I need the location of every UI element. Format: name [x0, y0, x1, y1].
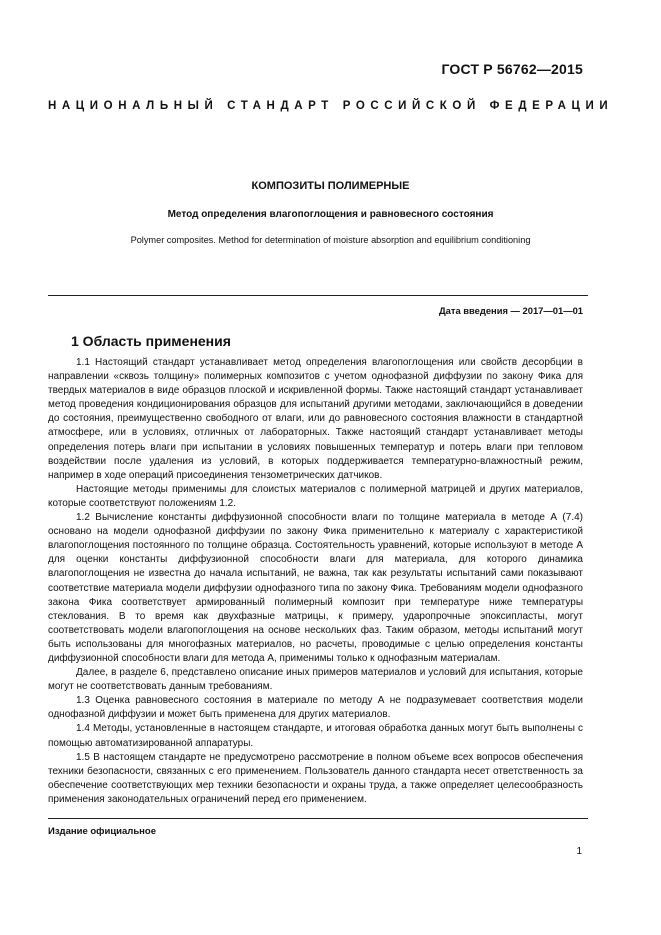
- document-subtitle: Метод определения влагопоглощения и равновесного состояния: [167, 209, 494, 220]
- introduction-date: Дата введения — 2017—01—01: [438, 305, 583, 316]
- document-title: КОМПОЗИТЫ ПОЛИМЕРНЫЕ: [251, 180, 410, 192]
- paragraph-1-2: 1.2 Вычисление константы диффузионной способности влаги по толщине материала в методе А (7.4) основано на модели однофазной диффузии по закону Фика применительно к материалу с характеристикой влагопоглощения постоянного по толщине образца. Состоятельность уравнений, которые используют в методе А для оценки константы диффузионной способности влаги для материала, для которого динамика влагопоглощения не известна до начала испытаний, не важна, так как результаты испытаний сами показывают соответствие материала модели диффузии однофазного типа по закону Фика. Требованиям модели однофазного закона Фика соответствует армированный полимерный композит при температуре ниже температуры стеклования. В то время как двухфазные матрицы, к примеру, ударопрочные эпоксипласты, могут соответствовать модели влагопоглощения на основе нескольких фаз. Таким образом, методы испытаний могут быть использованы для многофазных материалов, но расчеты, проводимые с целью определения константы диффузионной способности влаги для метода А, применимы только к однофазным материалам.: [48, 512, 583, 664]
- footer-divider: [48, 818, 588, 819]
- paragraph-1-5: 1.5 В настоящем стандарте не предусмотрено рассмотрение в полном объеме всех вопросов обеспечения техники безопасности, связанных с его применением. Пользователь данного стандарта несет ответственность за обеспечение соответствующих мер техники безопасности и охраны труда, а также определяет целесообразность применения законодательных ограничений перед его применением.: [48, 751, 583, 805]
- section-heading: 1 Область применения: [71, 333, 231, 349]
- header-divider: [48, 295, 588, 296]
- paragraph-1-4: 1.4 Методы, установленные в настоящем стандарте, и итоговая обработка данных могут быть выполнены с помощью автоматизированной аппаратуры.: [48, 723, 583, 749]
- standard-id: ГОСТ Р 56762—2015: [441, 61, 583, 77]
- document-title-english: Polymer composites. Method for determination of moisture absorption and equilibrium conditioning: [130, 235, 531, 245]
- national-standard-banner: НАЦИОНАЛЬНЫЙ СТАНДАРТ РОССИЙСКОЙ ФЕДЕРАЦИИ: [48, 100, 614, 112]
- paragraph-1-3: 1.3 Оценка равновесного состояния в материале по методу А не подразумевает соответствия модели однофазной диффузии и может быть применена для других материалов.: [48, 695, 583, 721]
- page-number: 1: [576, 846, 582, 857]
- section-body: [48, 356, 583, 807]
- paragraph-1-1-continued: Настоящие методы применимы для слоистых материалов с полимерной матрицей и других материалов, которые соответствуют положениям 1.2.: [48, 483, 583, 509]
- paragraph-1-2-continued: Далее, в разделе 6, представлено описание иных примеров материалов и условий для испытания, которые могут не соответствовать данным требованиям.: [48, 667, 583, 693]
- edition-label: Издание официальное: [48, 826, 156, 837]
- paragraph-1-1: 1.1 Настоящий стандарт устанавливает метод определения влагопоглощения или свойств десорбции в направлении «сквозь толщину» полимерных композитов с учетом однофазной диффузии по закону Фика для твердых материалов в виде образцов плоской и искривленной формы. Также настоящий стандарт устанавливает метод проведения кондиционирования образцов для испытаний другими методами, заключающийся в доведении до состояния, преимущественно свободного от влаги, или до равновесного состояния влажности в стандартной атмосфере, или в условиях, отличных от лабораторных. Также настоящий стандарт устанавливает методы определения потерь влаги при испытании в условиях повышенных температур и потерь влаги при тепловом воздействии после удаления из условий, в которых поддерживается температурно-влажностный режим, например в ходе операций присоединения тензометрических датчиков.: [48, 357, 583, 481]
